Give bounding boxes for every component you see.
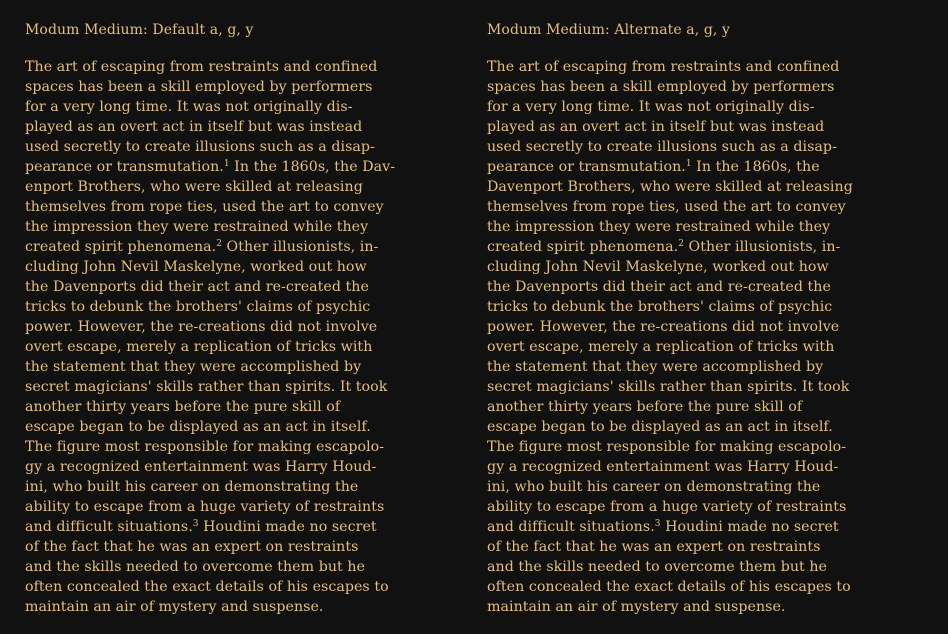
passage-line: power. However, the re-creations did not involve xyxy=(25,319,378,335)
passage-line: ini, who built his career on demonstrating the xyxy=(25,479,359,495)
passage-line: played as an overt act in itself but was instead xyxy=(487,119,825,135)
alternate-glyphs-title: Modum Medium: Alternate a, g, y xyxy=(487,22,731,38)
passage-line: secret magicians' skills rather than spirits. It took xyxy=(487,379,850,395)
passage-line: maintain an air of mystery and suspense. xyxy=(25,599,324,615)
passage-line: pearance or transmutation.$^1$ In the 1860s, the xyxy=(487,159,820,175)
passage-line: secret magicians' skills rather than spirits. It took xyxy=(25,379,388,395)
passage-line: and difficult situations.$^3$ Houdini made no secret xyxy=(487,519,839,535)
footnote-marker: 3 xyxy=(192,519,199,529)
footnote-marker: 1 xyxy=(685,159,692,169)
default-glyphs-title: Modum Medium: Default a, g, y xyxy=(25,22,254,38)
footnote-marker: 2 xyxy=(678,239,684,249)
passage-line: cluding John Nevil Maskelyne, worked out how xyxy=(487,259,829,275)
passage-line: overt escape, merely a replication of tricks with xyxy=(25,339,373,355)
passage-line: the impression they were restrained while they xyxy=(25,219,369,235)
passage-line: the impression they were restrained while they xyxy=(487,219,831,235)
passage-line: often concealed the exact details of his escapes to xyxy=(487,579,851,595)
footnote-marker: 1 xyxy=(223,159,230,169)
passage-line: spaces has been a skill employed by performers xyxy=(25,79,373,95)
passage-line: power. However, the re-creations did not involve xyxy=(487,319,840,335)
passage-line: ability to escape from a huge variety of restraints xyxy=(25,499,385,515)
passage-line: another thirty years before the pure skill of xyxy=(25,399,341,415)
passage-line: escape began to be displayed as an act in itself. xyxy=(25,419,371,435)
passage-line: The figure most responsible for making escapolo- xyxy=(487,439,847,455)
passage-line: enport Brothers, who were skilled at releasing xyxy=(25,179,363,195)
passage-line: created spirit phenomena.$^2$ Other illusionists, in- xyxy=(25,239,379,255)
footnote-marker: 2 xyxy=(216,239,222,249)
passage-line: for a very long time. It was not originally dis- xyxy=(25,99,353,115)
passage-line: The figure most responsible for making escapolo- xyxy=(25,439,385,455)
passage-line: The art of escaping from restraints and confined xyxy=(487,59,840,75)
passage-line: created spirit phenomena.$^2$ Other illusionists, in- xyxy=(487,239,841,255)
passage-line: of the fact that he was an expert on restraints xyxy=(487,539,821,555)
passage-line: tricks to debunk the brothers' claims of psychic xyxy=(487,299,833,315)
default-glyphs-column xyxy=(25,20,455,617)
passage-line: and the skills needed to overcome them but he xyxy=(487,559,827,575)
passage-line: of the fact that he was an expert on restraints xyxy=(25,539,359,555)
passage-line: the Davenports did their act and re-created the xyxy=(25,279,369,295)
passage-line: maintain an air of mystery and suspense. xyxy=(487,599,786,615)
passage-line: often concealed the exact details of his escapes to xyxy=(25,579,389,595)
passage-line: cluding John Nevil Maskelyne, worked out how xyxy=(25,259,367,275)
passage-line: the statement that they were accomplished by xyxy=(487,359,824,375)
passage-line: used secretly to create illusions such as a disap- xyxy=(487,139,837,155)
passage-line: escape began to be displayed as an act in itself. xyxy=(487,419,833,435)
passage-line: tricks to debunk the brothers' claims of psychic xyxy=(25,299,371,315)
alternate-glyphs-passage xyxy=(487,57,927,617)
passage-line: ability to escape from a huge variety of restraints xyxy=(487,499,847,515)
passage-line: used secretly to create illusions such as a disap- xyxy=(25,139,375,155)
default-glyphs-passage xyxy=(25,57,455,617)
passage-line: overt escape, merely a replication of tricks with xyxy=(487,339,835,355)
passage-line: ini, who built his career on demonstrating the xyxy=(487,479,821,495)
footnote-marker: 3 xyxy=(654,519,661,529)
passage-line: themselves from rope ties, used the art to convey xyxy=(487,199,846,215)
passage-line: the statement that they were accomplished by xyxy=(25,359,362,375)
passage-line: Davenport Brothers, who were skilled at releasing xyxy=(487,179,853,195)
passage-line: and difficult situations.$^3$ Houdini made no secret xyxy=(25,519,377,535)
passage-line: pearance or transmutation.$^1$ In the 1860s, the Dav- xyxy=(25,159,396,175)
alternate-glyphs-column xyxy=(487,20,927,617)
passage-line: spaces has been a skill employed by performers xyxy=(487,79,835,95)
passage-line: gy a recognized entertainment was Harry Houd- xyxy=(487,459,839,475)
passage-line: another thirty years before the pure skill of xyxy=(487,399,803,415)
passage-line: for a very long time. It was not originally dis- xyxy=(487,99,815,115)
passage-line: and the skills needed to overcome them but he xyxy=(25,559,365,575)
passage-line: themselves from rope ties, used the art to convey xyxy=(25,199,384,215)
passage-line: the Davenports did their act and re-created the xyxy=(487,279,831,295)
passage-line: The art of escaping from restraints and confined xyxy=(25,59,378,75)
passage-line: gy a recognized entertainment was Harry Houd- xyxy=(25,459,377,475)
passage-line: played as an overt act in itself but was instead xyxy=(25,119,363,135)
